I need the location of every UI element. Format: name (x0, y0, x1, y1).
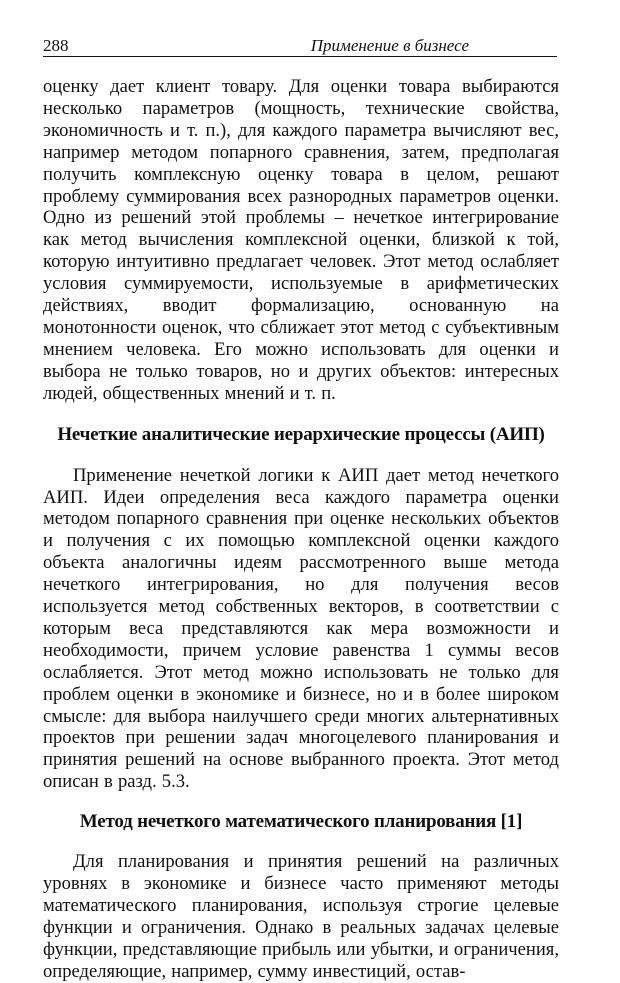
paragraph-intro: оценку дает клиент товару. Для оценки товара выбираются несколько параметров (мощность, технические свойства, экономичность и т. п.), для каждого параметра вычисляют вес, например методом попарного сравнения, затем, предполагая получить комплексную оценку товара в целом, решают проблему суммирования всех разнородных параметров оценки. Одно из решений этой проблемы – нечеткое интегрирование как метод вычисления комплексной оценки, близкой к той, которую интуитивно предлагает человек. Этот метод ослабляет условия суммируемости, используемые в арифметических действиях, вводит формализацию, основанную на монотонности оценок, что сближает этот метод с субъективным мнением человека. Его можно использовать для оценки и выбора не только товаров, но и других объектов: интересных людей, общественных мнений и т. п. (43, 76, 559, 404)
section-heading-planning: Метод нечеткого математического планирования [1] (79, 811, 523, 833)
page-number: 288 (43, 36, 69, 55)
running-title: Применение в бизнесе (310, 36, 469, 55)
paragraph-aip: Применение нечеткой логики к АИП дает метод нечеткого АИП. Идеи определения веса каждого параметра оценки методом попарного сравнения при оценке нескольких объектов и получения с их помощью комплексной оценки каждого объекта аналогичны идеям рассмотренного выше метода нечеткого интегрирования, но для получения весов используется метод собственных векторов, в соответствии с которым веса представляются как мера возможности и необходимости, причем условие равенства 1 суммы весов ослабляется. Этот метод можно использовать не только для проблем оценки в экономике и бизнесе, но и в более широком смысле: для выбора наилучшего среди многих альтернативных проектов при решении задач многоцелевого планирования и принятия решений на основе выбранного проекта. Этот метод описан в разд. 5.3. (43, 464, 559, 793)
section-heading-aip: Нечеткие аналитические иерархические процессы (АИП) (57, 423, 545, 445)
paragraph-planning: Для планирования и принятия решений на различных уровнях в экономике и бизнесе часто применяют методы математического планирования, используя строгие целевые функции и ограничения. Однако в реальных задачах целевые функции, представляющие прибыль или убытки, и ограничения, определяющие, например, сумму инвестиций, остав- (43, 851, 559, 982)
page-header (43, 34, 557, 57)
page-body (43, 66, 559, 983)
